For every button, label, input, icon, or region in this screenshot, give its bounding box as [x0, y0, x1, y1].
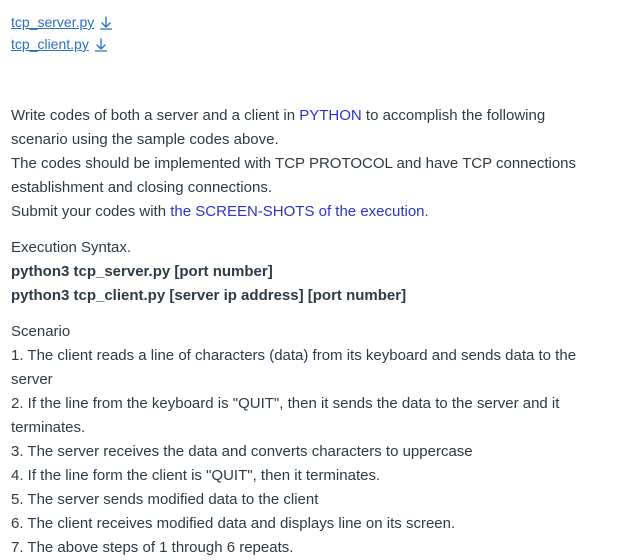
syntax-heading: Execution Syntax. [11, 239, 132, 256]
scenario-line: 7. The above steps of 1 through 6 repeats. [11, 539, 294, 556]
intro-line-5: Submit your codes with the SCREEN-SHOTS of the execution. [11, 203, 429, 220]
scenario-line: 4. If the line form the client is "QUIT", then it terminates. [11, 467, 381, 484]
scenario-line: terminates. [11, 419, 86, 436]
assignment-content [11, 0, 611, 560]
execution-syntax [11, 236, 611, 308]
scenario-line: 2. If the line from the keyboard is "QUIT", then it sends the data to the server and it [11, 395, 560, 412]
intro-line-3: The codes should be implemented with TCP PROTOCOL and have TCP connections [11, 155, 577, 172]
intro-line-4: establishment and closing connections. [11, 179, 272, 196]
file-link-tcp-server[interactable]: tcp_server.py [11, 14, 95, 30]
file-row-server [11, 11, 611, 33]
scenario-line: 6. The client receives modified data and displays line on its screen. [11, 515, 456, 532]
intro-line-1: Write codes of both a server and a client in PYTHON to accomplish the following [11, 107, 546, 124]
python-highlight: PYTHON [299, 107, 362, 124]
scenario-line: 3. The server receives the data and converts characters to uppercase [11, 443, 473, 460]
download-icon[interactable] [99, 16, 113, 30]
screenshots-highlight: the SCREEN-SHOTS of the execution. [170, 203, 429, 220]
server-command: python3 tcp_server.py [port number] [11, 263, 273, 280]
attached-files [11, 11, 611, 55]
file-row-client [11, 33, 611, 55]
intro-line-2: scenario using the sample codes above. [11, 131, 279, 148]
scenario-line: 1. The client reads a line of characters (data) from its keyboard and sends data to the [11, 347, 577, 364]
file-link-tcp-client[interactable]: tcp_client.py [11, 36, 89, 52]
scenario-line: 5. The server sends modified data to the client [11, 491, 319, 508]
download-icon[interactable] [94, 38, 108, 52]
client-command: python3 tcp_client.py [server ip address] [port number] [11, 287, 407, 304]
scenario-section [11, 320, 611, 560]
scenario-heading: Scenario [11, 323, 71, 340]
intro-paragraph [11, 104, 611, 224]
scenario-line: server [11, 371, 53, 388]
